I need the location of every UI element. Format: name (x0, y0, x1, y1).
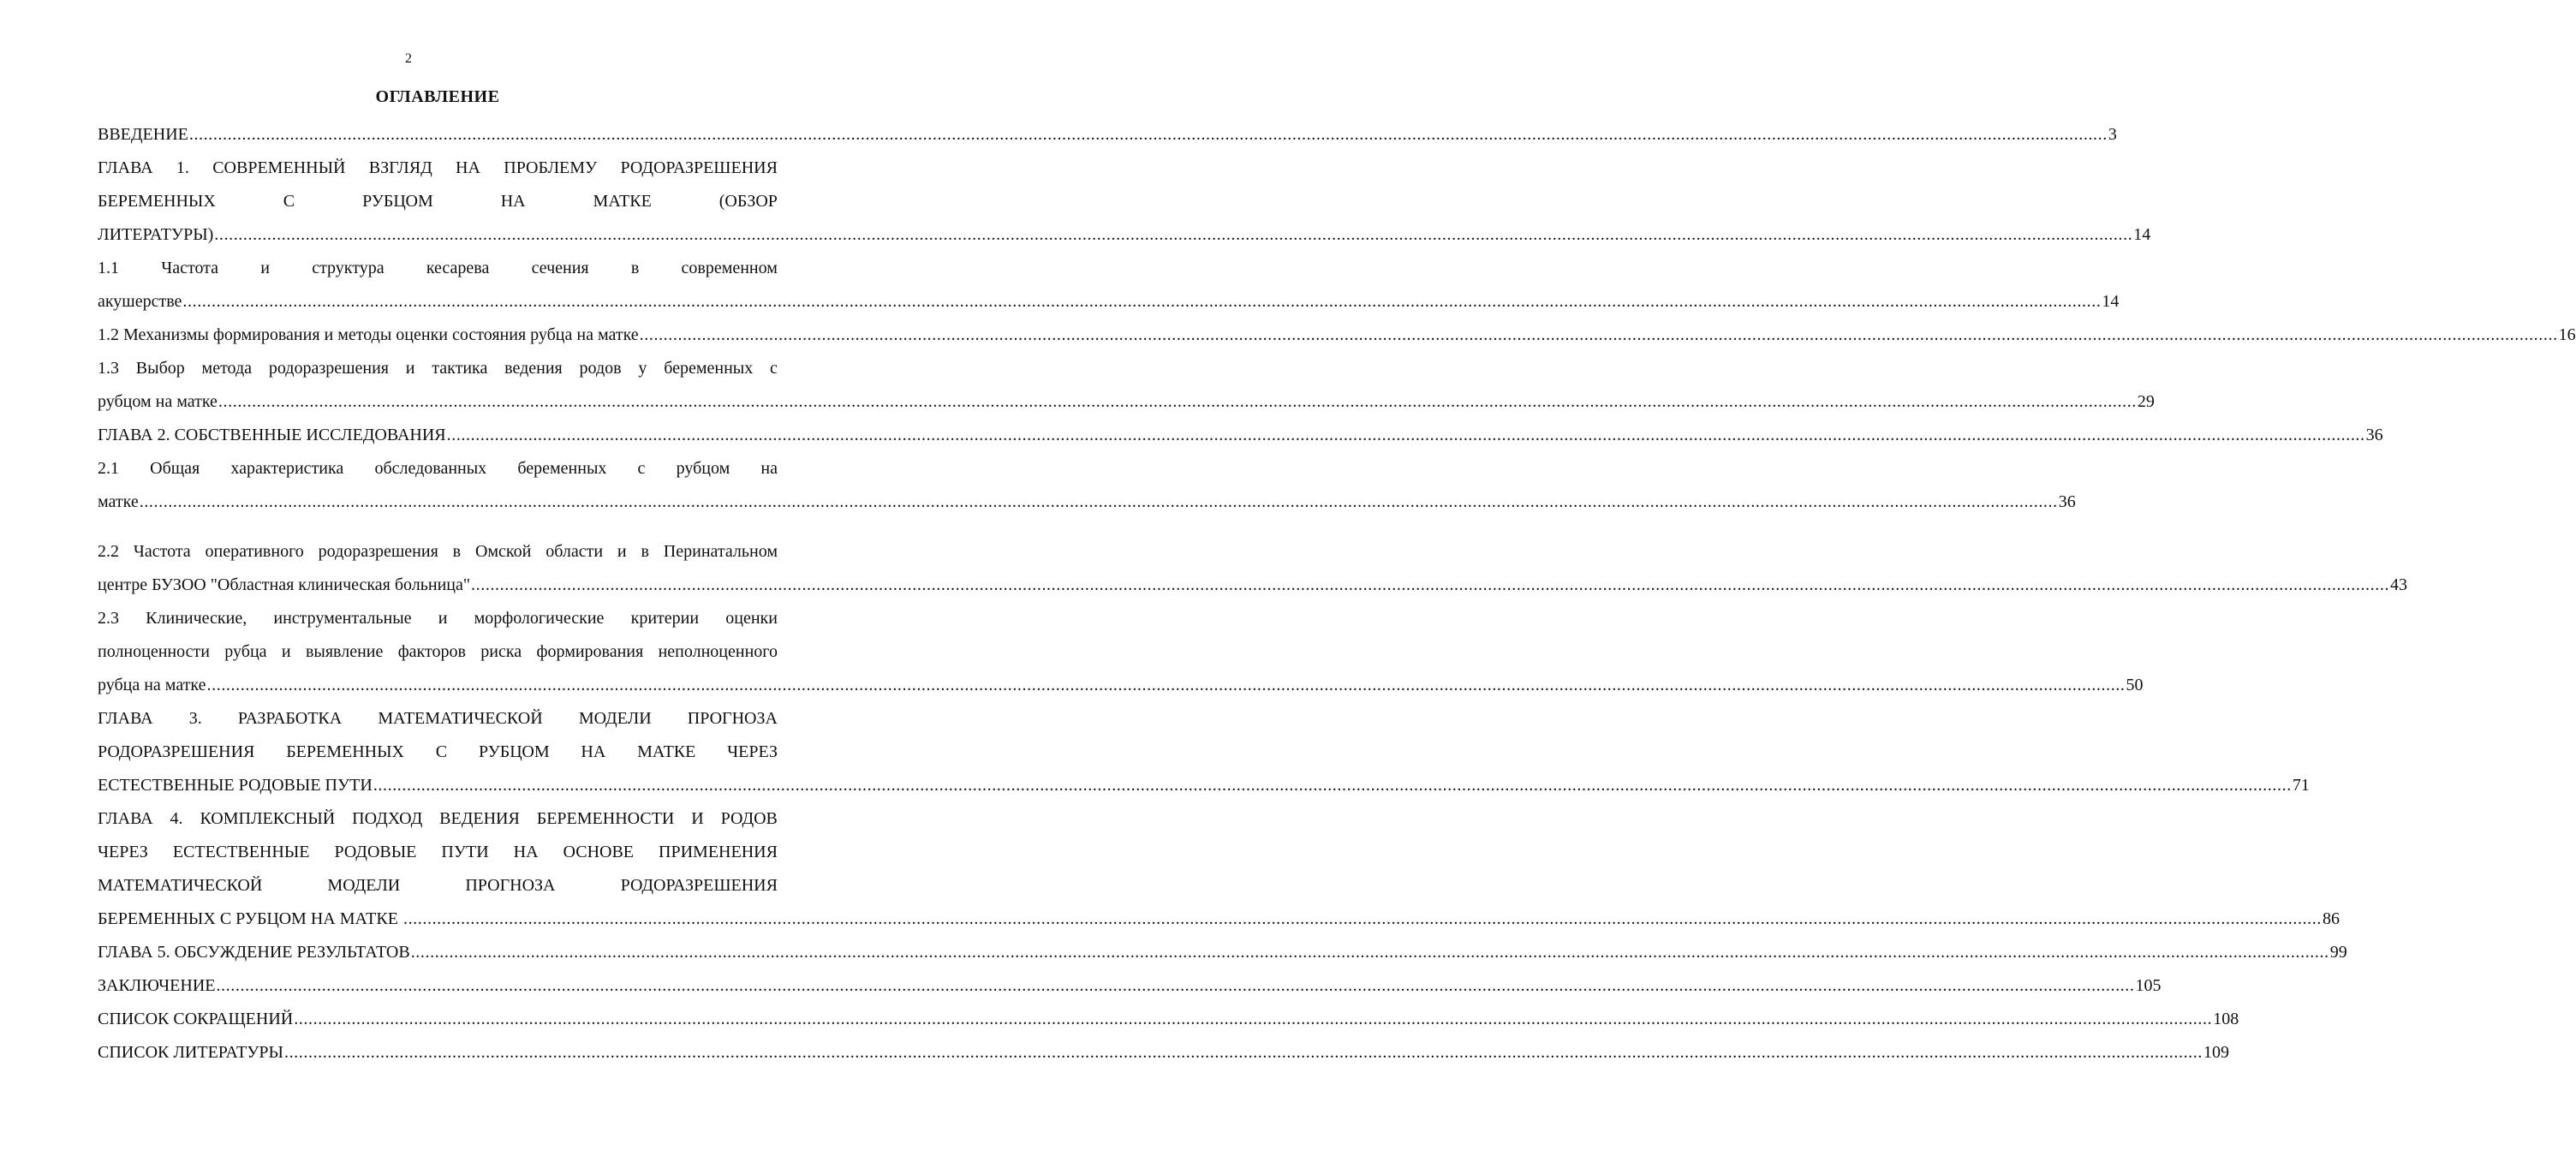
toc-entry-title: СПИСОК СОКРАЩЕНИЙ (98, 1010, 294, 1028)
toc-word: метода (201, 359, 253, 378)
dot-leader: ................................................................................................................................................................................................................................................................................................................................................................................................................ (402, 909, 2322, 928)
toc-entry-line (98, 185, 778, 218)
toc-word: тактика (432, 359, 488, 378)
toc-entry[interactable] (98, 802, 2340, 936)
toc-word: 3. (188, 709, 202, 728)
toc-word: Частота (161, 259, 219, 277)
dot-leader: ................................................................................................................................................................................................................................................................................................................................................................................................................ (283, 1043, 2203, 1062)
toc-page-number: 86 (2322, 909, 2340, 928)
toc-entry-last-line (98, 486, 2076, 519)
table-of-contents (98, 118, 2576, 1070)
toc-word: современном (681, 259, 778, 277)
toc-entry-line (98, 602, 778, 635)
toc-entry-line (98, 152, 778, 185)
toc-entry[interactable] (98, 936, 2347, 969)
toc-word: РОДОРАЗРЕШЕНИЯ (620, 158, 778, 177)
toc-word: МАТЕМАТИЧЕСКОЙ (378, 709, 543, 728)
toc-entry-line (98, 736, 778, 769)
toc-entry-last-line (98, 218, 2151, 252)
toc-word: полноценности (98, 642, 210, 661)
toc-word: ПРОГНОЗА (465, 876, 556, 895)
toc-word: критерии (630, 609, 700, 628)
toc-entry-line (98, 836, 778, 869)
toc-entry[interactable] (98, 602, 2144, 702)
toc-entry[interactable] (98, 319, 2576, 352)
toc-word: родов (579, 359, 622, 378)
toc-entry[interactable] (98, 419, 2383, 452)
toc-entry-last-line (98, 319, 2576, 352)
toc-entry-last-line (98, 1036, 2229, 1070)
toc-word: в (630, 259, 640, 277)
toc-entry-line (98, 802, 778, 836)
toc-page-number: 109 (2203, 1043, 2229, 1062)
toc-word: беременных (664, 359, 754, 378)
toc-word: и (438, 609, 448, 628)
toc-word: МОДЕЛИ (578, 709, 652, 728)
toc-entry-last-line (98, 1003, 2239, 1036)
toc-word: 2.3 (98, 609, 119, 628)
dot-leader: ................................................................................................................................................................................................................................................................................................................................................................................................................ (214, 225, 2133, 244)
toc-word: обследованных (374, 459, 487, 478)
toc-word: и (260, 259, 270, 277)
toc-word: НА (581, 742, 606, 761)
toc-entry-line (98, 535, 778, 569)
toc-word: структура (312, 259, 385, 277)
toc-entry-last-line (98, 419, 2383, 452)
toc-word: НА (500, 192, 526, 211)
toc-word: ведения (504, 359, 563, 378)
toc-entry-title: рубца на матке (98, 676, 206, 694)
toc-entry-title: матке (98, 492, 139, 511)
toc-word: с (770, 359, 778, 378)
toc-word: РОДОВЫЕ (334, 843, 417, 861)
page-number: 2 (405, 51, 412, 66)
toc-word: ПОДХОД (352, 809, 423, 828)
toc-page-number: 16 (2558, 325, 2576, 344)
toc-entry[interactable] (98, 1003, 2239, 1036)
toc-entry-last-line (98, 903, 2340, 936)
toc-word: 1.1 (98, 259, 119, 277)
dot-leader: ................................................................................................................................................................................................................................................................................................................................................................................................................ (216, 976, 2135, 995)
toc-word: ГЛАВА (98, 709, 153, 728)
toc-word: характеристика (230, 459, 344, 478)
dot-leader: ................................................................................................................................................................................................................................................................................................................................................................................................................ (182, 292, 2102, 311)
toc-word: оперативного (205, 542, 304, 561)
toc-word: Клинические, (146, 609, 247, 628)
toc-word: с (637, 459, 646, 478)
toc-word: НА (456, 158, 480, 177)
toc-entry-title: ГЛАВА 5. ОБСУЖДЕНИЕ РЕЗУЛЬТАТОВ (98, 943, 410, 962)
toc-entry-last-line (98, 285, 2120, 319)
dot-leader: ................................................................................................................................................................................................................................................................................................................................................................................................................ (294, 1010, 2213, 1028)
toc-entry-last-line (98, 118, 2117, 152)
toc-word: ПУТИ (441, 843, 489, 861)
toc-entry[interactable] (98, 152, 2151, 252)
toc-word: НА (513, 843, 539, 861)
toc-word: на (760, 459, 778, 478)
toc-word: МОДЕЛИ (327, 876, 401, 895)
toc-page-number: 105 (2135, 976, 2162, 995)
toc-word: родоразрешения (268, 359, 389, 378)
toc-entry-title: СПИСОК ЛИТЕРАТУРЫ (98, 1043, 283, 1062)
toc-entry-title: 1.2 Механизмы формирования и методы оценки состояния рубца на матке (98, 325, 639, 344)
toc-word: ВЕДЕНИЯ (439, 809, 520, 828)
dot-leader: ................................................................................................................................................................................................................................................................................................................................................................................................................ (471, 575, 2390, 594)
toc-entry-line (98, 869, 778, 903)
toc-word: и (405, 359, 415, 378)
toc-entry[interactable] (98, 1036, 2229, 1070)
toc-entry[interactable] (98, 969, 2162, 1003)
toc-word: ПРИМЕНЕНИЯ (659, 843, 778, 861)
toc-word: СОВРЕМЕННЫЙ (212, 158, 346, 177)
toc-word: РОДОВ (720, 809, 778, 828)
toc-page-number: 3 (2108, 125, 2117, 144)
toc-entry-line (98, 702, 778, 736)
toc-word: сечения (531, 259, 589, 277)
toc-word: Общая (150, 459, 200, 478)
toc-word: ЕСТЕСТВЕННЫЕ (172, 843, 310, 861)
toc-word: Омской (474, 542, 532, 561)
toc-page-number: 14 (2133, 225, 2151, 244)
toc-word: ПРОБЛЕМУ (504, 158, 598, 177)
toc-word: РОДОРАЗРЕШЕНИЯ (98, 742, 255, 761)
toc-page-number: 71 (2292, 776, 2310, 795)
toc-page-number: 36 (2058, 492, 2076, 511)
dot-leader: ................................................................................................................................................................................................................................................................................................................................................................................................................ (373, 776, 2292, 795)
toc-entry-title: ВВЕДЕНИЕ (98, 125, 188, 144)
toc-word: риска (480, 642, 522, 661)
toc-word: ГЛАВА (98, 809, 153, 828)
toc-word: С (435, 742, 448, 761)
dot-leader: ................................................................................................................................................................................................................................................................................................................................................................................................................ (218, 392, 2137, 411)
toc-word: РУБЦОМ (478, 742, 550, 761)
dot-leader: ................................................................................................................................................................................................................................................................................................................................................................................................................ (188, 125, 2108, 144)
toc-page-number: 29 (2137, 392, 2155, 411)
toc-entry-title: центре БУЗОО "Областная клиническая больница" (98, 575, 471, 594)
toc-page-number: 14 (2102, 292, 2120, 311)
toc-word: 2.2 (98, 542, 119, 561)
toc-word: инструментальные (273, 609, 412, 628)
toc-page-number: 50 (2126, 676, 2144, 694)
toc-word: БЕРЕМЕННЫХ (286, 742, 404, 761)
toc-word: (ОБЗОР (719, 192, 778, 211)
toc-word: в (452, 542, 462, 561)
toc-word: беременных (517, 459, 607, 478)
toc-entry-title: ЛИТЕРАТУРЫ) (98, 225, 214, 244)
toc-entry-line (98, 452, 778, 486)
toc-entry-last-line (98, 569, 2408, 602)
toc-entry-last-line (98, 769, 2310, 802)
toc-word: факторов (397, 642, 466, 661)
toc-entry[interactable] (98, 535, 2408, 602)
toc-word: 4. (170, 809, 183, 828)
toc-word: оценки (725, 609, 778, 628)
toc-entry[interactable] (98, 252, 2120, 319)
toc-entry-line (98, 352, 778, 385)
toc-word: РУБЦОМ (362, 192, 433, 211)
toc-word: рубцом (676, 459, 730, 478)
toc-entry[interactable] (98, 352, 2155, 419)
toc-entry-title: ГЛАВА 2. СОБСТВЕННЫЕ ИССЛЕДОВАНИЯ (98, 426, 446, 444)
toc-word: ВЗГЛЯД (368, 158, 432, 177)
toc-word: МАТЕМАТИЧЕСКОЙ (98, 876, 263, 895)
toc-word: 1.3 (98, 359, 119, 378)
dot-leader: ................................................................................................................................................................................................................................................................................................................................................................................................................ (410, 943, 2329, 962)
toc-entry-title: ЕСТЕСТВЕННЫЕ РОДОВЫЕ ПУТИ (98, 776, 373, 795)
toc-word: БЕРЕМЕННЫХ (98, 192, 216, 211)
toc-entry-line (98, 635, 778, 669)
toc-word: МАТКЕ (637, 742, 696, 761)
toc-entry-title: рубцом на матке (98, 392, 218, 411)
toc-word: Частота (133, 542, 191, 561)
toc-word: 1. (176, 158, 189, 177)
toc-word: ЧЕРЕЗ (98, 843, 148, 861)
toc-word: ПРОГНОЗА (687, 709, 778, 728)
toc-entry-last-line (98, 936, 2347, 969)
toc-word: ОСНОВЕ (563, 843, 635, 861)
toc-word: И (691, 809, 704, 828)
toc-word: формирования (536, 642, 644, 661)
toc-word: выявление (305, 642, 384, 661)
toc-title: ОГЛАВЛЕНИЕ (375, 87, 500, 106)
toc-word: кесарева (426, 259, 490, 277)
toc-entry-last-line (98, 969, 2162, 1003)
toc-word: и (617, 542, 627, 561)
toc-word: и (281, 642, 291, 661)
toc-entry-title: акушерстве (98, 292, 182, 311)
toc-word: морфологические (474, 609, 605, 628)
toc-word: неполноценного (658, 642, 778, 661)
toc-page-number: 108 (2213, 1010, 2239, 1028)
toc-entry-title: БЕРЕМЕННЫХ С РУБЦОМ НА МАТКЕ (98, 909, 402, 928)
toc-word: ГЛАВА (98, 158, 153, 177)
toc-entry-last-line (98, 669, 2144, 702)
toc-page-number: 43 (2390, 575, 2408, 594)
toc-entry-line (98, 252, 778, 285)
toc-word: области (546, 542, 604, 561)
toc-word: 2.1 (98, 459, 119, 478)
toc-page-number: 99 (2329, 943, 2347, 962)
toc-word: у (638, 359, 647, 378)
toc-entry[interactable] (98, 452, 2076, 519)
toc-word: ЧЕРЕЗ (727, 742, 778, 761)
toc-word: рубца (224, 642, 267, 661)
toc-entry[interactable] (98, 118, 2117, 152)
toc-word: РОДОРАЗРЕШЕНИЯ (620, 876, 778, 895)
toc-word: родоразрешения (318, 542, 438, 561)
toc-word: КОМПЛЕКСНЫЙ (200, 809, 336, 828)
toc-word: С (283, 192, 295, 211)
dot-leader: ................................................................................................................................................................................................................................................................................................................................................................................................................ (139, 492, 2058, 511)
toc-word: Перинатальном (663, 542, 778, 561)
toc-word: БЕРЕМЕННОСТИ (536, 809, 675, 828)
toc-word: в (641, 542, 649, 561)
toc-entry-title: ЗАКЛЮЧЕНИЕ (98, 976, 216, 995)
toc-entry-last-line (98, 385, 2155, 419)
dot-leader: ................................................................................................................................................................................................................................................................................................................................................................................................................ (446, 426, 2365, 444)
dot-leader: ................................................................................................................................................................................................................................................................................................................................................................................................................ (639, 325, 2558, 344)
toc-page-number: 36 (2365, 426, 2383, 444)
toc-entry[interactable] (98, 702, 2310, 802)
toc-word: МАТКЕ (593, 192, 652, 211)
toc-word: Выбор (135, 359, 185, 378)
toc-word: РАЗРАБОТКА (237, 709, 343, 728)
dot-leader: ................................................................................................................................................................................................................................................................................................................................................................................................................ (206, 676, 2126, 694)
